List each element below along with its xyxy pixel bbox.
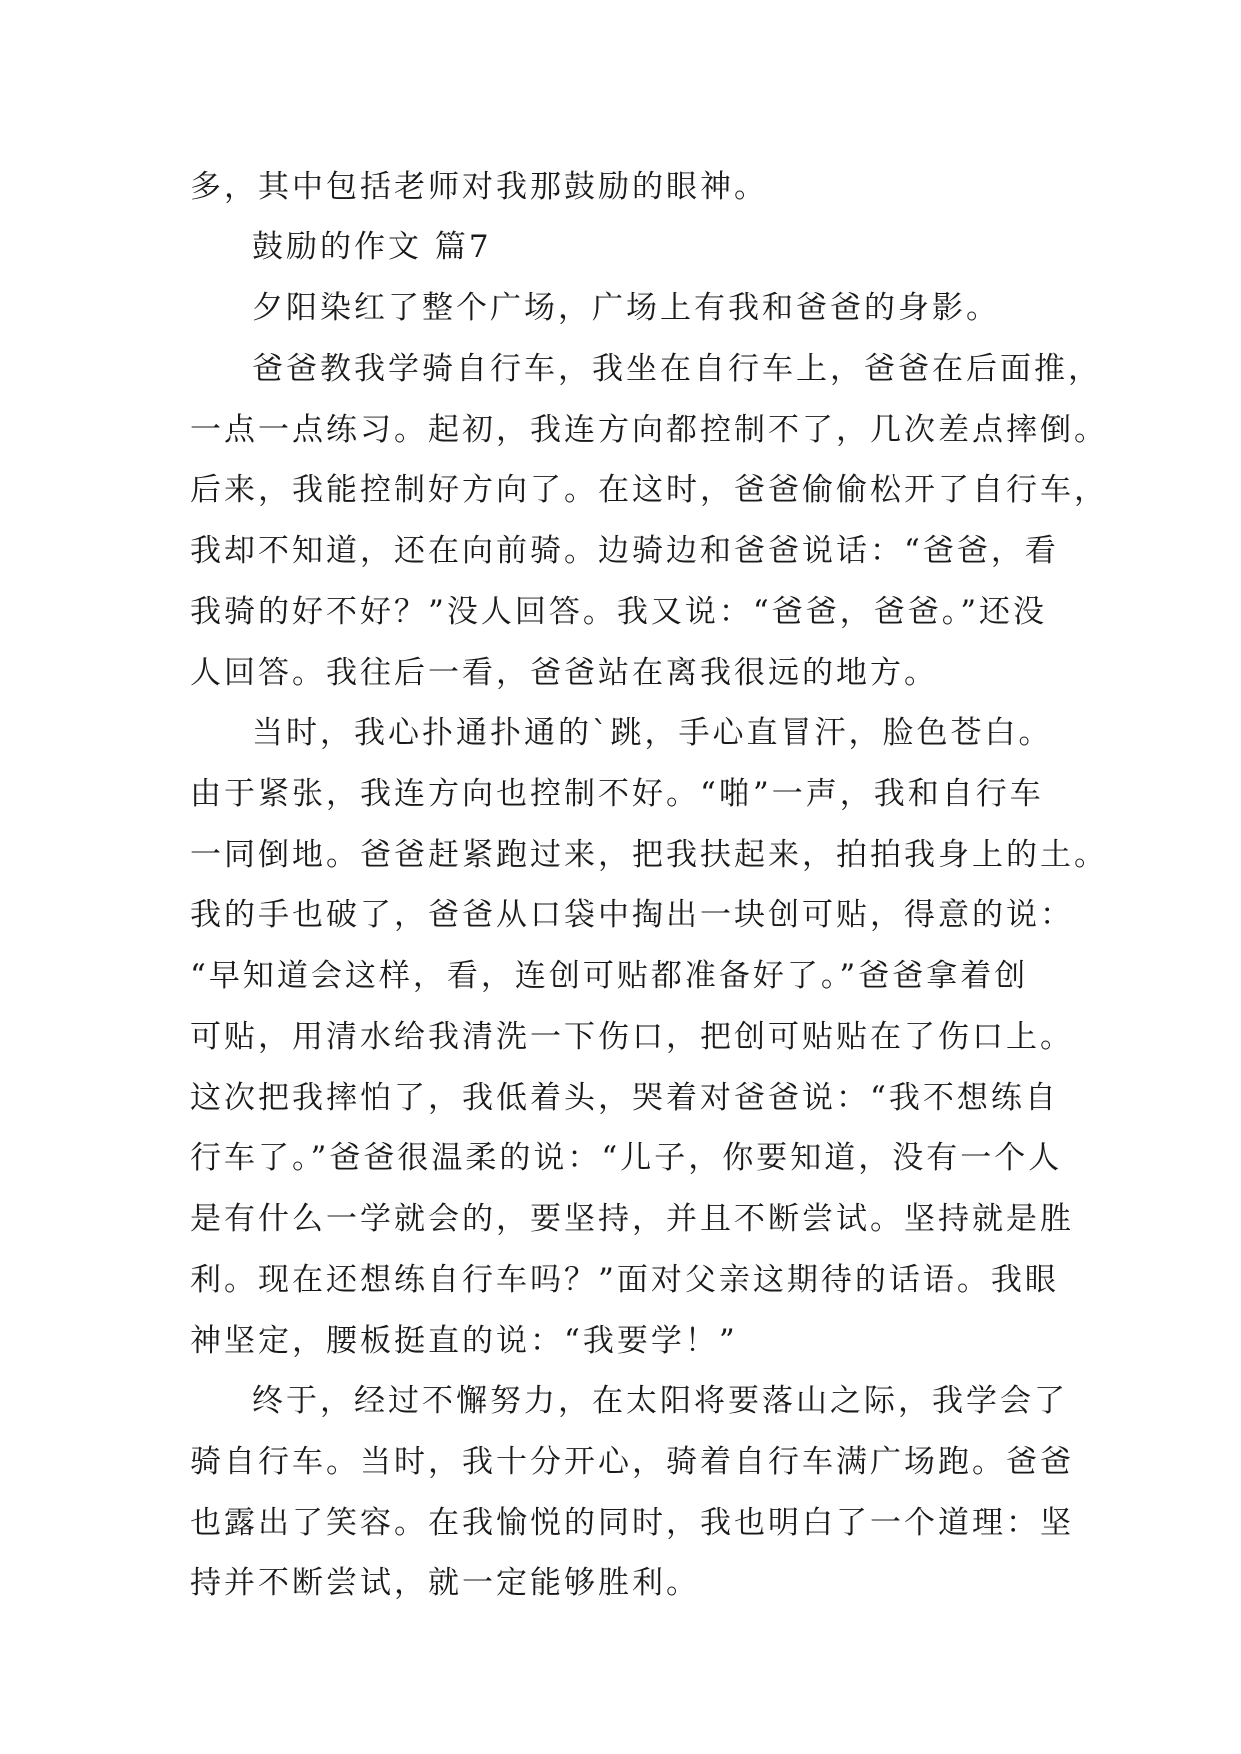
text-line: 是有什么一学就会的，要坚持，并且不断尝试。坚持就是胜 bbox=[190, 1201, 1074, 1237]
text-line: 持并不断尝试，就一定能够胜利。 bbox=[190, 1565, 700, 1601]
text-line: 也露出了笑容。在我愉悦的同时，我也明白了一个道理：坚 bbox=[190, 1505, 1074, 1541]
text-line: 这次把我摔怕了，我低着头，哭着对爸爸说：“我不想练自 bbox=[190, 1080, 1059, 1116]
text-line: 人回答。我往后一看，爸爸站在离我很远的地方。 bbox=[190, 655, 938, 691]
text-line: 由于紧张，我连方向也控制不好。“啪”一声，我和自行车 bbox=[190, 776, 1044, 812]
text-line: 夕阳染红了整个广场，广场上有我和爸爸的身影。 bbox=[252, 290, 1000, 326]
section-heading: 鼓励的作文 篇7 bbox=[252, 229, 492, 265]
text-line: 当时，我心扑通扑通的`跳，手心直冒汗，脸色苍白。 bbox=[252, 715, 1053, 751]
text-line: “早知道会这样，看，连创可贴都准备好了。”爸爸拿着创 bbox=[190, 958, 1029, 994]
text-line: 利。现在还想练自行车吗？”面对父亲这期待的话语。我眼 bbox=[190, 1262, 1059, 1298]
text-line: 我骑的好不好？”没人回答。我又说：“爸爸，爸爸。”还没 bbox=[190, 594, 1048, 630]
text-line: 我却不知道，还在向前骑。边骑边和爸爸说话：“爸爸，看 bbox=[190, 533, 1059, 569]
text-line: 终于，经过不懈努力，在太阳将要落山之际，我学会了 bbox=[252, 1383, 1068, 1419]
text-line: 我的手也破了，爸爸从口袋中掏出一块创可贴，得意的说： bbox=[190, 897, 1074, 933]
text-line: 后来，我能控制好方向了。在这时，爸爸偷偷松开了自行车， bbox=[190, 472, 1108, 508]
text-line: 神坚定，腰板挺直的说：“我要学！” bbox=[190, 1323, 738, 1359]
text-line: 爸爸教我学骑自行车，我坐在自行车上，爸爸在后面推， bbox=[252, 351, 1102, 387]
text-line: 一点一点练习。起初，我连方向都控制不了，几次差点摔倒。 bbox=[190, 412, 1108, 448]
text-line: 一同倒地。爸爸赶紧跑过来，把我扶起来，拍拍我身上的土。 bbox=[190, 837, 1108, 873]
text-line: 多，其中包括老师对我那鼓励的眼神。 bbox=[190, 169, 768, 205]
text-line: 行车了。”爸爸很温柔的说：“儿子，你要知道，没有一个人 bbox=[190, 1140, 1063, 1176]
text-line: 骑自行车。当时，我十分开心，骑着自行车满广场跑。爸爸 bbox=[190, 1444, 1074, 1480]
text-line: 可贴，用清水给我清洗一下伤口，把创可贴贴在了伤口上。 bbox=[190, 1019, 1074, 1055]
